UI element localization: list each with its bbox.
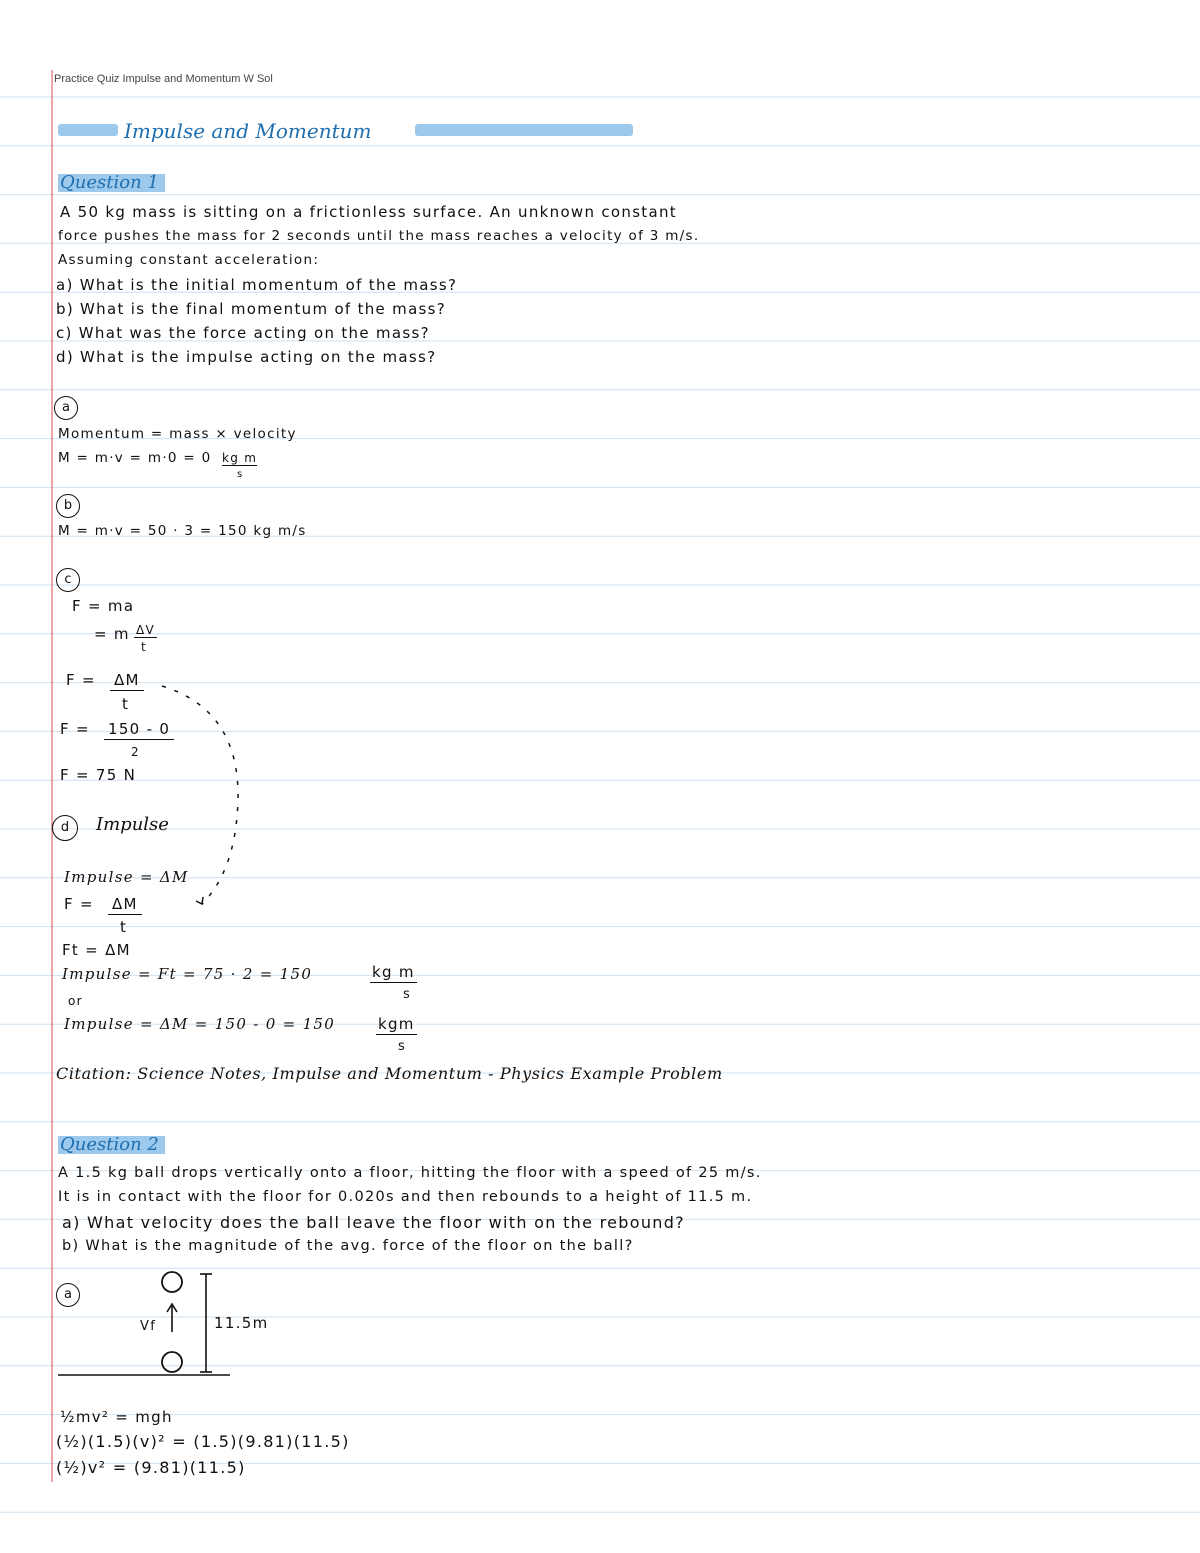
page-title: Impulse and Momentum xyxy=(124,119,372,143)
sol-d-i3: Ft = ΔM xyxy=(62,941,131,959)
sol-d-i5: Impulse = ΔM = 150 - 0 = 150 xyxy=(64,1015,336,1033)
q1-part-a: a) What is the initial momentum of the mass? xyxy=(56,276,458,294)
sol-2a-eq-2: (½)(1.5)(v)² = (1.5)(9.81)(11.5) xyxy=(56,1432,350,1451)
sol-c-f3-pre: F = xyxy=(66,671,96,689)
q2-part-a: a) What velocity does the ball leave the floor with on the rebound? xyxy=(62,1213,685,1232)
question-2-heading: Question 2 xyxy=(58,1136,165,1154)
q2-part-b: b) What is the magnitude of the avg. force of the floor on the ball? xyxy=(62,1238,634,1254)
document-header: Practice Quiz Impulse and Momentum W Sol xyxy=(54,73,273,85)
sol-a-unit-den: s xyxy=(237,469,244,480)
height-label: 11.5m xyxy=(214,1314,269,1332)
sol-c-f4-den: 2 xyxy=(131,745,140,759)
sol-a-line-2: M = m·v = m·0 = 0 xyxy=(58,450,212,466)
citation: Citation: Science Notes, Impulse and Momentum - Physics Example Problem xyxy=(56,1064,723,1083)
solution-c-circle: c xyxy=(56,568,80,592)
dashed-connector-arrow xyxy=(150,680,260,920)
sol-c-f4-num: 150 - 0 xyxy=(104,722,174,740)
sol-d-i4: Impulse = Ft = 75 · 2 = 150 xyxy=(62,965,313,983)
sol-c-f5: F = 75 N xyxy=(60,766,137,784)
question-1-heading: Question 1 xyxy=(58,174,165,192)
sol-d-i5-unit-den: s xyxy=(398,1039,407,1054)
q1-part-b: b) What is the final momentum of the mass? xyxy=(56,300,447,318)
vf-label: Vf xyxy=(140,1319,157,1334)
q1-text-line-1: A 50 kg mass is sitting on a frictionless surface. An unknown constant xyxy=(60,203,677,221)
sol-c-f1: F = ma xyxy=(72,597,135,615)
sol-d-i4-unit-num: kg m xyxy=(372,963,415,981)
sol-d-i2-num: ΔM xyxy=(108,897,142,915)
q2-text-line-1: A 1.5 kg ball drops vertically onto a floor, hitting the floor with a speed of 25 m/s. xyxy=(58,1165,762,1181)
sol-d-i2-pre: F = xyxy=(64,895,94,913)
sol-d-i2-den: t xyxy=(120,918,128,936)
sol-a-line-1: Momentum = mass × velocity xyxy=(58,426,297,442)
sol-c-f2-den: t xyxy=(141,640,148,654)
sol-a-unit-num: kg m xyxy=(222,451,258,465)
q2-text-line-2: It is in contact with the floor for 0.020s and then rebounds to a height of 11.5 m. xyxy=(58,1189,753,1205)
sol-c-f2-num: ΔV xyxy=(136,623,156,637)
sol-c-f3-num: ΔM xyxy=(110,673,144,691)
solution-d-circle: d xyxy=(52,815,78,841)
sol-b-line-1: M = m·v = 50 · 3 = 150 kg m/s xyxy=(58,523,307,539)
sol-d-i1: Impulse = ΔM xyxy=(64,868,189,886)
solution-2a-circle: a xyxy=(56,1283,80,1307)
sol-2a-eq-1: ½mv² = mgh xyxy=(60,1408,173,1426)
ball-top xyxy=(162,1272,182,1292)
ball-bottom xyxy=(162,1352,182,1372)
title-highlight-left xyxy=(58,124,118,136)
q1-text-line-3: Assuming constant acceleration: xyxy=(58,252,320,268)
q1-part-d: d) What is the impulse acting on the mass? xyxy=(56,348,437,366)
sol-2a-eq-3: (½)v² = (9.81)(11.5) xyxy=(56,1458,246,1477)
sol-c-f2-pre: = m xyxy=(94,625,130,643)
sol-c-f4-pre: F = xyxy=(60,720,90,738)
q1-part-c: c) What was the force acting on the mass? xyxy=(56,324,430,342)
sol-d-heading: Impulse xyxy=(96,814,169,835)
sol-c-f3-den: t xyxy=(122,695,130,713)
solution-b-circle: b xyxy=(56,494,80,518)
q1-text-line-2: force pushes the mass for 2 seconds until the mass reaches a velocity of 3 m/s. xyxy=(58,228,700,244)
sol-d-i4-unit-den: s xyxy=(403,987,412,1002)
title-highlight-right xyxy=(415,124,633,136)
sol-d-i5-unit-num: kgm xyxy=(378,1015,415,1033)
sol-d-or: or xyxy=(68,994,83,1008)
solution-a-circle: a xyxy=(54,396,78,420)
